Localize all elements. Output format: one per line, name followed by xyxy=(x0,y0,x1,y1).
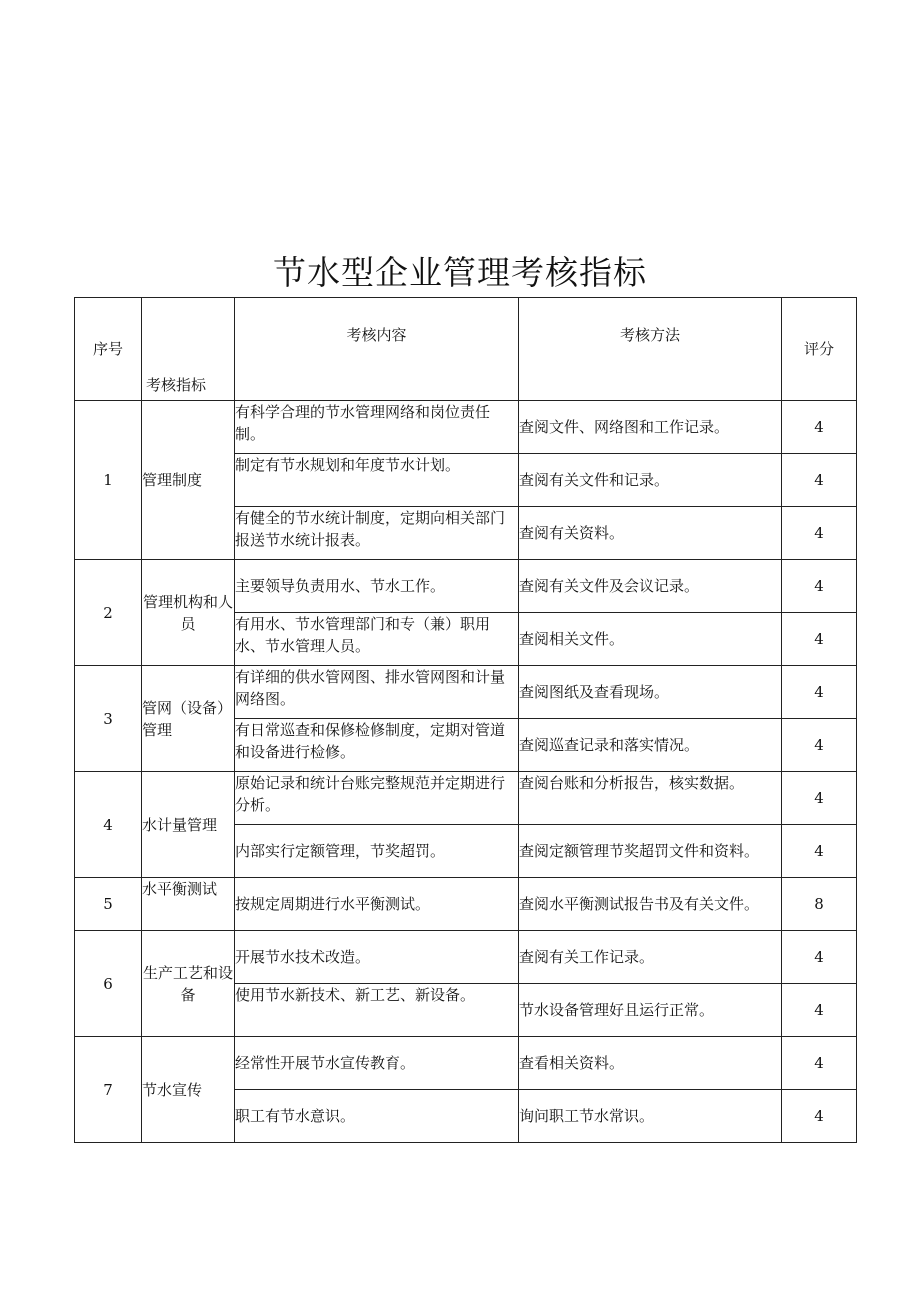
score-cell: 4 xyxy=(782,666,857,719)
method-cell: 节水设备管理好且运行正常。 xyxy=(519,984,782,1037)
score-cell: 4 xyxy=(782,931,857,984)
table-row xyxy=(75,560,857,613)
content-cell: 内部实行定额管理，节奖超罚。 xyxy=(235,825,519,878)
seq-cell: 1 xyxy=(75,401,142,560)
content-cell: 原始记录和统计台账完整规范并定期进行分析。 xyxy=(235,772,519,825)
score-cell: 4 xyxy=(782,560,857,613)
seq-cell: 6 xyxy=(75,931,142,1037)
header-content: 考核内容 xyxy=(235,298,519,401)
method-cell: 查阅有关资料。 xyxy=(519,507,782,560)
table-row xyxy=(75,401,857,454)
score-cell: 4 xyxy=(782,1037,857,1090)
score-cell: 4 xyxy=(782,825,857,878)
method-cell: 查阅文件、网络图和工作记录。 xyxy=(519,401,782,454)
header-seq: 序号 xyxy=(75,298,142,401)
score-cell: 4 xyxy=(782,401,857,454)
method-cell: 查阅巡查记录和落实情况。 xyxy=(519,719,782,772)
header-score: 评分 xyxy=(782,298,857,401)
score-cell: 4 xyxy=(782,772,857,825)
method-cell: 查看相关资料。 xyxy=(519,1037,782,1090)
seq-cell: 3 xyxy=(75,666,142,772)
seq-cell: 7 xyxy=(75,1037,142,1143)
seq-cell: 4 xyxy=(75,772,142,878)
indicator-cell: 管理制度 xyxy=(142,401,235,560)
method-cell: 查阅水平衡测试报告书及有关文件。 xyxy=(519,878,782,931)
content-cell: 制定有节水规划和年度节水计划。 xyxy=(235,454,519,507)
method-cell: 查阅有关文件及会议记录。 xyxy=(519,560,782,613)
method-cell: 查阅相关文件。 xyxy=(519,613,782,666)
table-row xyxy=(75,931,857,984)
table-row xyxy=(75,878,857,931)
content-cell: 经常性开展节水宣传教育。 xyxy=(235,1037,519,1090)
content-cell: 有日常巡查和保修检修制度，定期对管道和设备进行检修。 xyxy=(235,719,519,772)
indicator-cell: 节水宣传 xyxy=(142,1037,235,1143)
header-method: 考核方法 xyxy=(519,298,782,401)
content-cell: 开展节水技术改造。 xyxy=(235,931,519,984)
content-cell: 主要领导负责用水、节水工作。 xyxy=(235,560,519,613)
indicator-cell: 水计量管理 xyxy=(142,772,235,878)
indicator-cell: 管网（设备）管理 xyxy=(142,666,235,772)
document-title: 节水型企业管理考核指标 xyxy=(273,253,647,292)
indicator-cell: 管理机构和人员 xyxy=(142,560,235,666)
assessment-table xyxy=(74,297,857,1143)
score-cell: 4 xyxy=(782,454,857,507)
method-cell: 查阅定额管理节奖超罚文件和资料。 xyxy=(519,825,782,878)
indicator-cell: 水平衡测试 xyxy=(142,878,235,931)
content-cell: 使用节水新技术、新工艺、新设备。 xyxy=(235,984,519,1037)
content-cell: 有健全的节水统计制度，定期向相关部门报送节水统计报表。 xyxy=(235,507,519,560)
score-cell: 4 xyxy=(782,613,857,666)
seq-cell: 5 xyxy=(75,878,142,931)
score-cell: 4 xyxy=(782,984,857,1037)
method-cell: 查阅台账和分析报告，核实数据。 xyxy=(519,772,782,825)
score-cell: 4 xyxy=(782,1090,857,1143)
content-cell: 有用水、节水管理部门和专（兼）职用水、节水管理人员。 xyxy=(235,613,519,666)
header-row xyxy=(75,298,857,401)
method-cell: 查阅图纸及查看现场。 xyxy=(519,666,782,719)
content-cell: 职工有节水意识。 xyxy=(235,1090,519,1143)
table-row xyxy=(75,772,857,825)
header-indicator: 考核指标 xyxy=(142,298,235,401)
content-cell: 按规定周期进行水平衡测试。 xyxy=(235,878,519,931)
table-row xyxy=(75,1037,857,1090)
method-cell: 询问职工节水常识。 xyxy=(519,1090,782,1143)
method-cell: 查阅有关工作记录。 xyxy=(519,931,782,984)
score-cell: 4 xyxy=(782,507,857,560)
indicator-cell: 生产工艺和设备 xyxy=(142,931,235,1037)
method-cell: 查阅有关文件和记录。 xyxy=(519,454,782,507)
score-cell: 4 xyxy=(782,719,857,772)
score-cell: 8 xyxy=(782,878,857,931)
content-cell: 有科学合理的节水管理网络和岗位责任制。 xyxy=(235,401,519,454)
table-row xyxy=(75,666,857,719)
seq-cell: 2 xyxy=(75,560,142,666)
content-cell: 有详细的供水管网图、排水管网图和计量网络图。 xyxy=(235,666,519,719)
